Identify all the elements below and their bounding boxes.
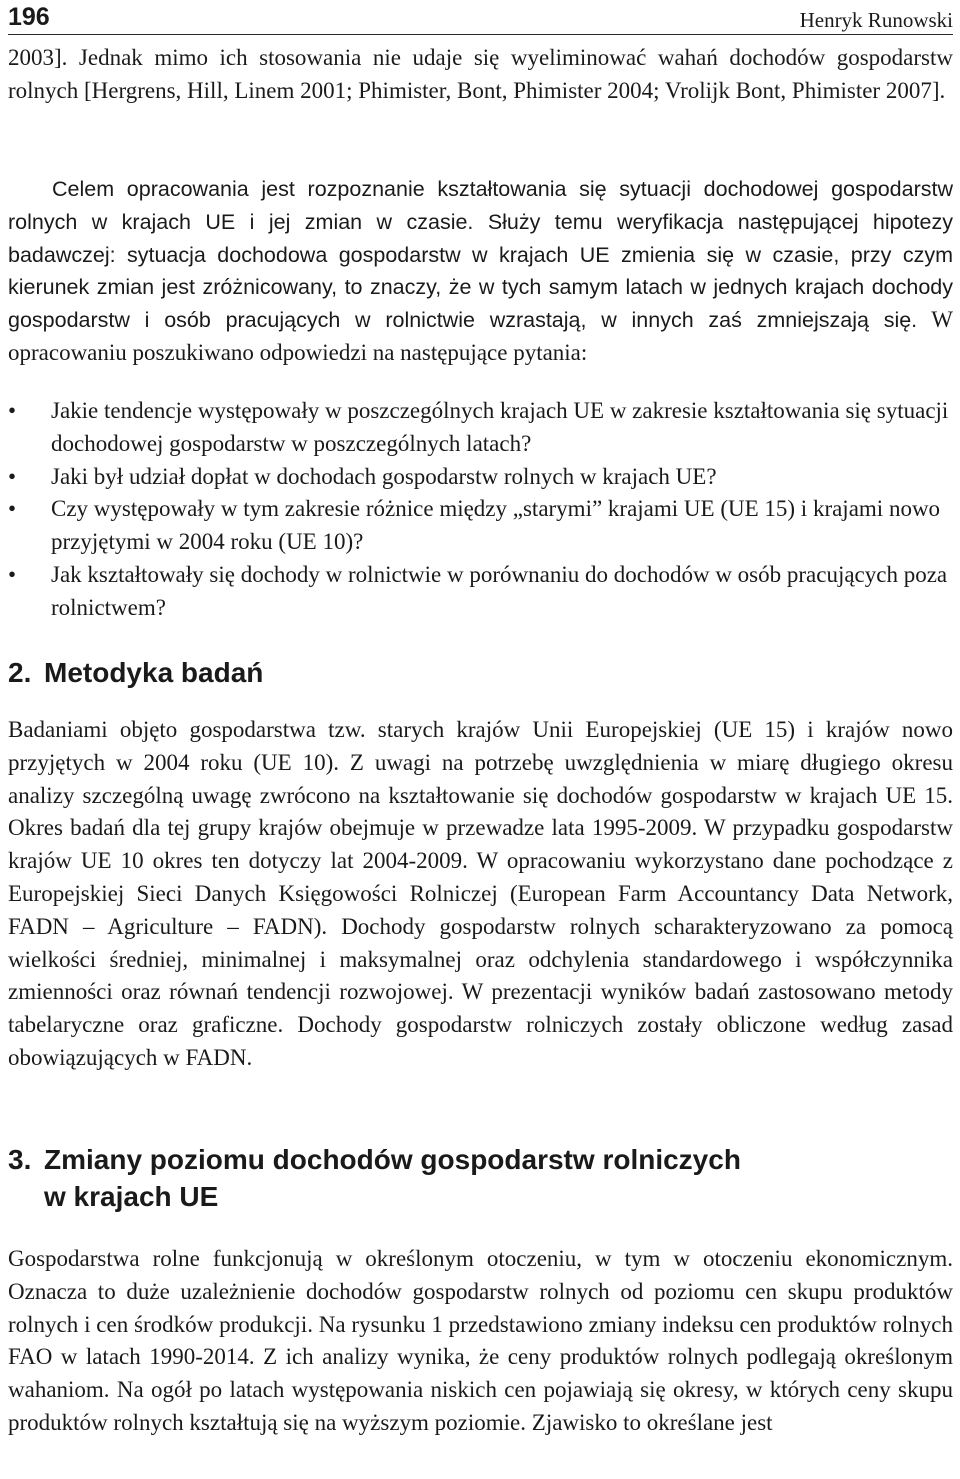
- section-title: Metodyka badań: [44, 657, 264, 688]
- bullet-icon: •: [8, 561, 17, 587]
- questions-intro: W opracowaniu poszukiwano odpowiedzi na następujące pytania:: [8, 307, 953, 365]
- section-3-body: Gospodarstwa rolne funkcjonują w określonym otoczeniu, w tym w otoczeniu ekonomicznym. Oznacza to duże uzależnienie dochodów gospodarstw rolnych od poziomu cen skupu produktów rolnych i cen środków produkcji. Na rysunku 1 przedstawiono zmiany indeksu cen produktów rolnych FAO w latach 1990-2014. Z ich analizy wynika, że ceny produktów rolnych podlegają określonym wahaniom. Na ogół po latach występowania niskich cen pojawiają się okresy, w których ceny skupu produktów rolnych kształtują się na wyższym poziomie. Zjawisko to określane jest: [8, 1246, 953, 1435]
- list-item: [8, 395, 953, 461]
- list-item: [8, 461, 953, 494]
- bullet-icon: •: [8, 463, 17, 489]
- running-author: Henryk Runowski: [799, 8, 953, 32]
- section-title-line-1: Zmiany poziomu dochodów gospodarstw rolniczych: [44, 1144, 741, 1175]
- section-title-line-2: w krajach UE: [44, 1181, 219, 1212]
- list-item-text: Jaki był udział dopłat w dochodach gospodarstw rolnych w krajach UE?: [51, 463, 717, 489]
- bullet-icon: •: [8, 496, 17, 522]
- page-number: 196: [8, 3, 50, 31]
- section-3-heading: [8, 1141, 741, 1215]
- running-header: [8, 3, 953, 35]
- aim-text: Celem opracowania jest rozpoznanie kształtowania się sytuacji dochodowej gospodarstw rolnych w krajach UE i jej zmian w czasie. Służy temu weryfikacja następującej hipotezy badawczej: sytuacja dochodowa gospodarstw w krajach UE zmienia się w czasie, przy czym kierunek zmian jest zróżnicowany, to znaczy, że w tych samym latach w jednych krajach dochody gospodarstw i osób pracujących w rolnictwie wzrastają, w innych zaś zmniejszają się.: [8, 177, 953, 333]
- list-item-text: Czy występowały w tym zakresie różnice między „starymi” krajami UE (UE 15) i krajami nowo przyjętymi w 2004 roku (UE 10)?: [51, 496, 941, 555]
- section-number: 3.: [8, 1144, 32, 1175]
- list-item-text: Jak kształtowały się dochody w rolnictwie w porównaniu do dochodów w osób pracujących poza rolnictwem?: [51, 561, 948, 620]
- section-2-heading: [8, 654, 263, 691]
- aim-paragraph: [8, 173, 953, 370]
- list-item: [8, 559, 953, 625]
- list-item: [8, 493, 953, 559]
- intro-paragraph: 2003]. Jednak mimo ich stosowania nie udaje się wyeliminować wahań dochodów gospodarstw rolnych [Hergrens, Hill, Linem 2001; Phimister, Bont, Phimister 2004; Vrolijk Bont, Phimister 2007].: [8, 45, 953, 103]
- section-number: 2.: [8, 657, 32, 688]
- research-questions-list: [8, 395, 953, 625]
- list-item-text: Jakie tendencje występowały w poszczególnych krajach UE w zakresie kształtowania się sytuacji dochodowej gospodarstw w poszczególnych latach?: [51, 398, 949, 456]
- bullet-icon: •: [8, 398, 17, 423]
- section-2-body: Badaniami objęto gospodarstwa tzw. starych krajów Unii Europejskiej (UE 15) i krajów nowo przyjętych w 2004 roku (UE 10). Z uwagi na potrzebę uwzględnienia w miarę długiego okresu analizy szczególną uwagę zwrócono na kształtowanie się dochodów gospodarstw w krajach UE 15. Okres badań dla tej grupy krajów obejmuje w przewadze lata 1995-2009. W przypadku gospodarstw krajów UE 10 okres ten dotyczy lat 2004-2009. W opracowaniu wykorzystano dane pochodzące z Europejskiej Sieci Danych Księgowości Rolniczej (European Farm Accountancy Data Network, FADN – Agriculture – FADN). Dochody gospodarstw rolnych scharakteryzowano za pomocą wielkości średniej, minimalnej i maksymalnej oraz odchylenia standardowego i współczynnika zmienności oraz równań tendencji rozwojowej. W prezentacji wyników badań zastosowano metody tabelaryczne oraz graficzne. Dochody gospodarstw rolniczych zostały obliczone według zasad obowiązujących w FADN.: [8, 717, 953, 1070]
